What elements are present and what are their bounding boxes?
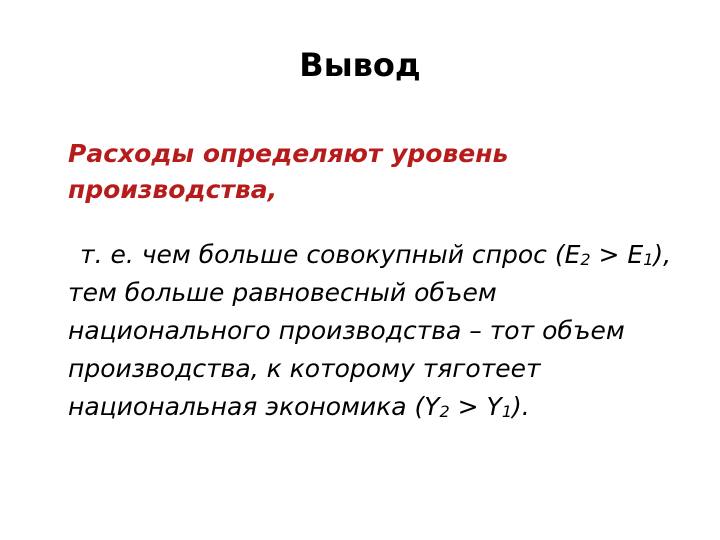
body-part-1: т. е. чем больше совокупный спрос (Е — [80, 240, 581, 269]
slide-title: Вывод — [299, 46, 421, 84]
body-part-4: > Y — [449, 392, 502, 421]
explanation-paragraph — [68, 236, 680, 426]
subscript-e1: 1 — [643, 250, 654, 269]
subscript-y2: 2 — [439, 402, 450, 421]
subscript-y1: 1 — [501, 402, 513, 421]
lead-statement: Расходы определяют уровень производства, — [68, 139, 509, 205]
subscript-e2: 2 — [580, 250, 591, 269]
body-part-3: ), тем больше равновесный объем национального производства – тот объем производства, к которому тяготеет национальная экономика (Y — [68, 240, 672, 421]
body-part-2: > Е — [590, 240, 644, 269]
body-part-5: ). — [512, 392, 530, 421]
